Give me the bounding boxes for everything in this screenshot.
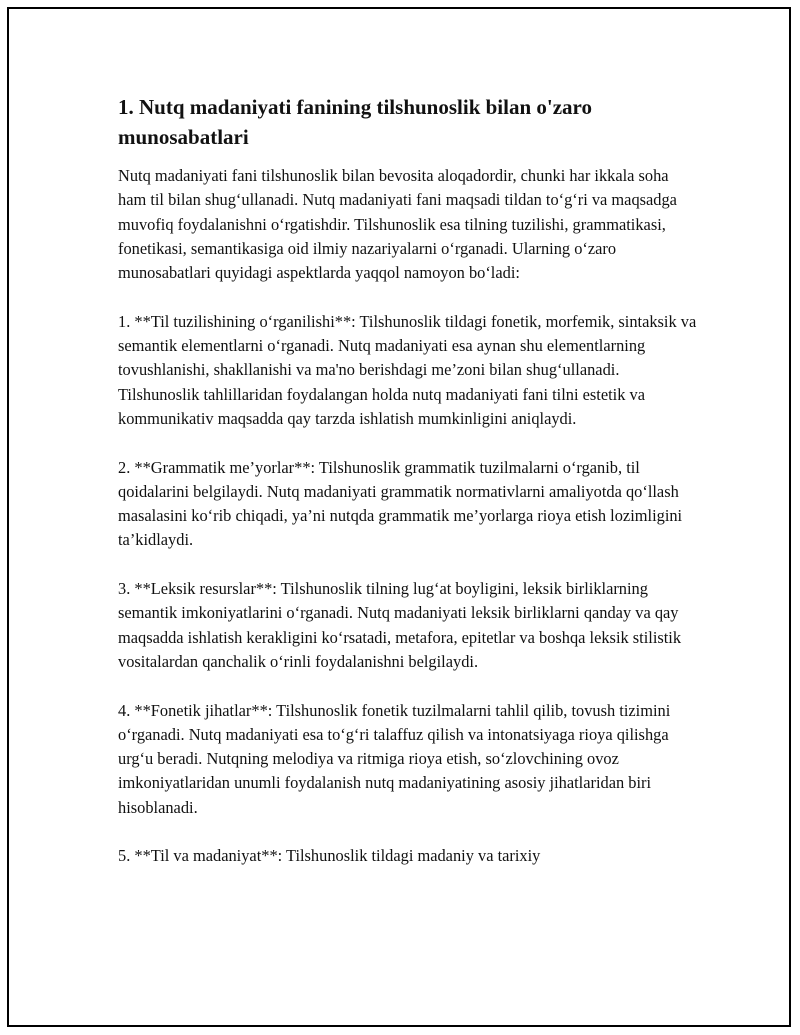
point-2-paragraph: 2. **Grammatik me’yorlar**: Tilshunoslik grammatik tuzilmalarni o‘rganib, til qoidalarini belgilaydi. Nutq madaniyati grammatik normativlarni amaliyotda qo‘llash masalasini ko‘rib chiqadi, ya’ni nutqda grammatik me’yorlarga rioya etish lozimligini ta’kidlaydi. bbox=[118, 457, 683, 550]
intro-paragraph: Nutq madaniyati fani tilshunoslik bilan bevosita aloqadordir, chunki har ikkala soha ham til bilan shug‘ullanadi. Nutq madaniyati fani maqsadi tildan to‘g‘ri va maqsadga muvofiq foydalanishni o‘rgatishdir. Tilshunoslik esa tilning tuzilishi, grammatikasi, fonetikasi, semantikasiga oid ilmiy nazariyalarni o‘rganadi. Ularning o‘zaro munosabatlari quyidagi aspektlarda yaqqol namoyon bo‘ladi: bbox=[118, 166, 677, 283]
point-1-paragraph: 1. **Til tuzilishining o‘rganilishi**: Tilshunoslik tildagi fonetik, morfemik, sintaksik va semantik elementlarni o‘rganadi. Nutq madaniyati esa aynan shu elementlarning tovushlanishi, shakllanishi va ma'no berishdagi me’zoni bilan shug‘ullanadi. Tilshunoslik tahlillaridan foydalangan holda nutq madaniyati fani tilni estetik va kommunikativ maqsadda qay tarzda ishlatish mumkinligini aniqlaydi. bbox=[118, 311, 697, 428]
section-heading: 1. Nutq madaniyati fanining tilshunoslik bilan o'zaro munosabatlari bbox=[118, 95, 592, 149]
point-4-paragraph: 4. **Fonetik jihatlar**: Tilshunoslik fonetik tuzilmalarni tahlil qilib, tovush tizimini o‘rganadi. Nutq madaniyati esa to‘g‘ri talaffuz qilish va intonatsiyaga rioya qilishga urg‘u beradi. Nutqning melodiya va ritmiga rioya etish, so‘zlovchining ovoz imkoniyatlaridan unumli foydalanish nutq madaniyatining asosiy jihatlaridan biri hisoblanadi. bbox=[118, 700, 671, 817]
point-3-paragraph: 3. **Leksik resurslar**: Tilshunoslik tilning lug‘at boyligini, leksik birliklarning semantik imkoniyatlarini o‘rganadi. Nutq madaniyati leksik birliklarni qanday va qay maqsadda ishlatish kerakligini ko‘rsatadi, metafora, epitetlar va boshqa leksik stilistik vositalardan qanchalik o‘rinli foydalanishni belgilaydi. bbox=[118, 579, 682, 671]
point-5-paragraph: 5. **Til va madaniyat**: Tilshunoslik tildagi madaniy va tarixiy bbox=[118, 846, 541, 866]
document-body bbox=[118, 92, 698, 893]
